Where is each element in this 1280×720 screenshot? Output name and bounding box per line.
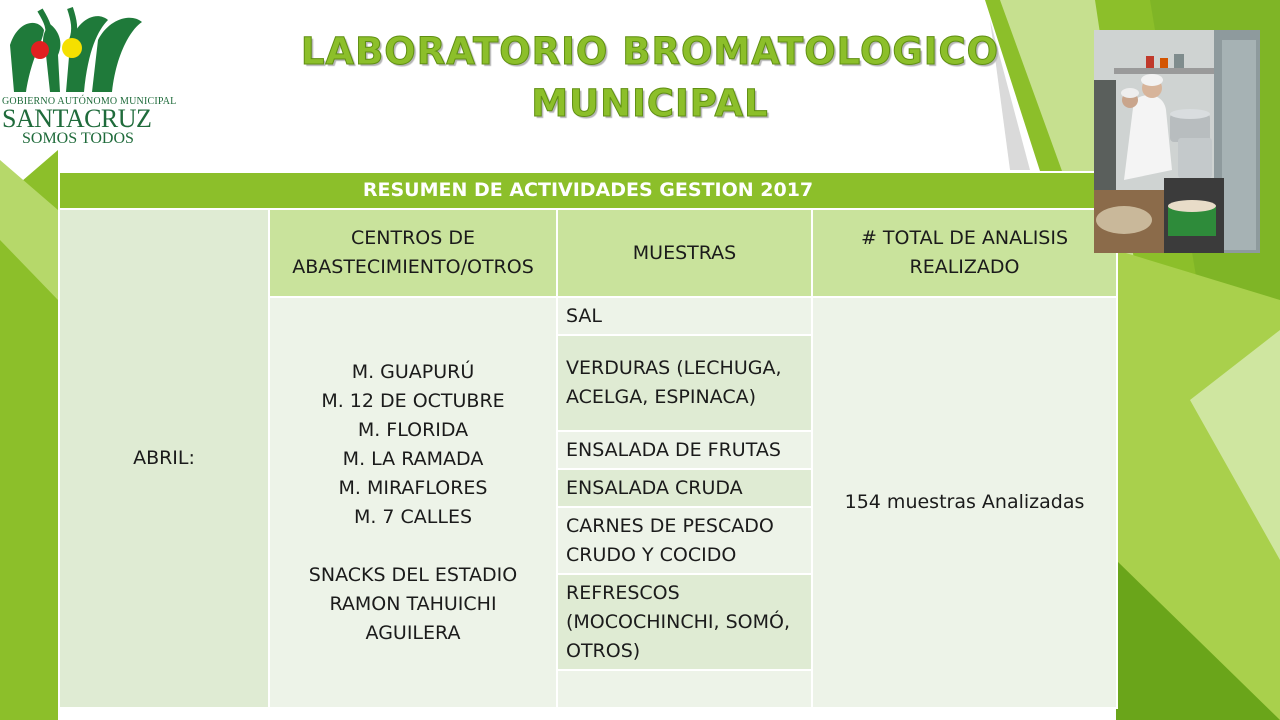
page-title-line-1: LABORATORIO BROMATOLOGICO bbox=[300, 30, 1000, 73]
header-samples: MUESTRAS bbox=[557, 209, 812, 297]
center-item: M. LA RAMADA bbox=[342, 447, 484, 470]
logo-line-1: GOBIERNO AUTÓNOMO MUNICIPAL bbox=[2, 96, 177, 107]
center-item bbox=[278, 532, 548, 561]
center-item: RAMON TAHUICHI bbox=[329, 592, 497, 615]
total-analyses: 154 muestras Analizadas bbox=[812, 297, 1117, 708]
table-caption: RESUMEN DE ACTIVIDADES GESTION 2017 bbox=[59, 172, 1117, 209]
center-item: M. GUAPURÚ bbox=[351, 360, 475, 383]
sample-item: SAL bbox=[557, 297, 812, 335]
center-item: M. 12 DE OCTUBRE bbox=[321, 389, 505, 412]
sample-item: ENSALADA CRUDA bbox=[557, 469, 812, 507]
laboratory-photo bbox=[1094, 30, 1260, 253]
center-item: M. MIRAFLORES bbox=[338, 476, 488, 499]
page-title-line-2: MUNICIPAL bbox=[531, 82, 769, 125]
header-total: # TOTAL DE ANALISIS REALIZADO bbox=[812, 209, 1117, 297]
center-item: M. 7 CALLES bbox=[353, 505, 473, 528]
activity-summary-table bbox=[58, 171, 1118, 709]
center-item: SNACKS DEL ESTADIO bbox=[308, 563, 518, 586]
sample-item: REFRESCOS (MOCOCHINCHI, SOMÓ, OTROS) bbox=[557, 574, 812, 670]
sample-item-empty bbox=[557, 670, 812, 708]
sample-item: VERDURAS (LECHUGA, ACELGA, ESPINACA) bbox=[557, 335, 812, 431]
sample-item: ENSALADA DE FRUTAS bbox=[557, 431, 812, 469]
header-centers: CENTROS DE ABASTECIMIENTO/OTROS bbox=[269, 209, 557, 297]
sample-item: CARNES DE PESCADO CRUDO Y COCIDO bbox=[557, 507, 812, 574]
center-item: AGUILERA bbox=[365, 621, 461, 644]
month-label: ABRIL: bbox=[59, 209, 269, 708]
center-item: M. FLORIDA bbox=[357, 418, 469, 441]
logo-line-2: SANTACRUZ bbox=[2, 104, 152, 133]
logo-line-3: SOMOS TODOS bbox=[22, 130, 134, 147]
centers-list bbox=[269, 297, 557, 708]
